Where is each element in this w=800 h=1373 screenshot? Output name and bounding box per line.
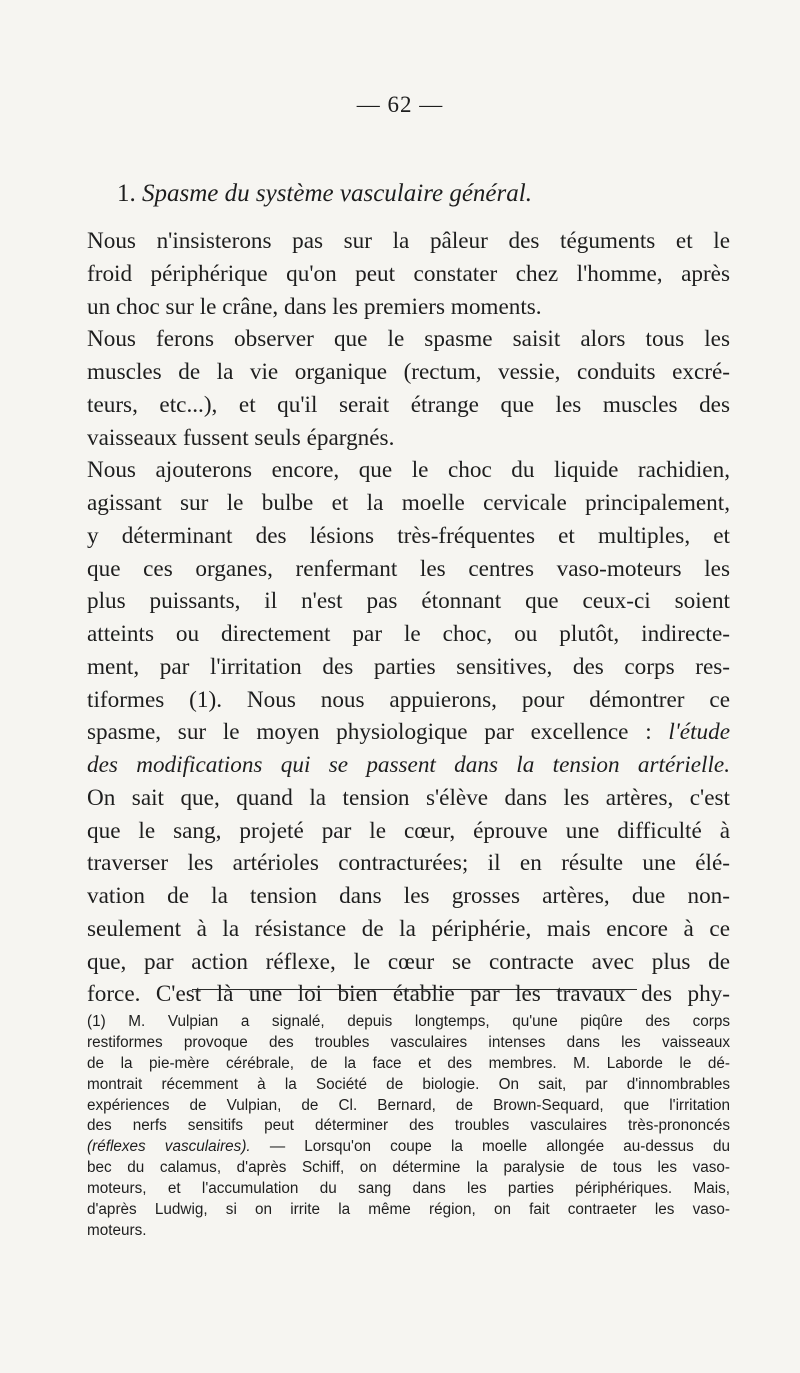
footnote [87, 1012, 730, 1242]
body-line: Nous ajouterons encore, que le choc du liquide rachidien, [87, 457, 730, 484]
footnote-line: des nerfs sensitifs peut déterminer des troubles vasculaires très-prononcés [87, 1117, 730, 1135]
body-line: muscles de la vie organique (rectum, vessie, conduits excré- [87, 359, 730, 385]
body-line: un choc sur le crâne, dans les premiers moments. [87, 293, 542, 320]
body-line: Nous n'insisterons pas sur la pâleur des téguments et le [87, 228, 730, 254]
section-title: Spasme du système vasculaire général. [142, 180, 532, 207]
body-line: seulement à la résistance de la périphérie, mais encore à ce [87, 915, 730, 942]
body-line: vaisseaux fussent seuls épargnés. [87, 424, 395, 451]
footnote-line: (1) M. Vulpian a signalé, depuis longtemps, qu'une piqûre des corps [87, 1013, 730, 1030]
body-line: y déterminant des lésions très-fréquentes et multiples, et [87, 522, 730, 549]
footnote-line: montrait récemment à la Société de biologie. On sait, par d'innombrables [87, 1075, 730, 1093]
section-number: 1. [117, 180, 136, 207]
body-line: agissant sur le bulbe et la moelle cervicale principalement, [87, 490, 730, 516]
footnote-divider [192, 989, 637, 990]
page-number: — 62 — [356, 92, 444, 117]
body-line: tiformes (1). Nous nous appuierons, pour démontrer ce [87, 686, 730, 713]
footnote-line: expériences de Vulpian, de Cl. Bernard, de Brown-Sequard, que l'irritation [87, 1096, 730, 1114]
body-line: atteints ou directement par le choc, ou plutôt, indirecte- [87, 621, 730, 647]
footnote-line: moteurs, et l'accumulation du sang dans les parties périphériques. Mais, [87, 1180, 730, 1198]
body-line: que ces organes, renfermant les centres vaso-moteurs les [87, 555, 730, 582]
body-line: vation de la tension dans les grosses artères, due non- [87, 883, 730, 909]
body-line: que le sang, projeté par le cœur, éprouve une difficulté à [87, 817, 730, 844]
footnote-line: restiformes provoque des troubles vasculaires intenses dans les vaisseaux [87, 1033, 730, 1051]
body-line: ment, par l'irritation des parties sensitives, des corps res- [87, 653, 730, 680]
footnote-line: bec du calamus, d'après Schiff, on détermine la paralysie de tous les vaso- [87, 1159, 730, 1177]
body-line: froid périphérique qu'on peut constater chez l'homme, après [87, 260, 730, 287]
footnote-line-part: — Lorsqu'on coupe la moelle allongée au-dessus du [250, 1138, 730, 1156]
footnote-line: moteurs. [87, 1221, 147, 1239]
body-line: plus puissants, il n'est pas étonnant que ceux-ci soient [87, 588, 730, 615]
body-line [87, 716, 730, 749]
body-line-part: spasme, sur le moyen physiologique par excellence : [87, 719, 652, 746]
section-heading [117, 180, 532, 208]
footnote-line-italic: (réflexes vasculaires). [87, 1138, 251, 1156]
body-line: teurs, etc...), et qu'il serait étrange que les muscles des [87, 391, 730, 418]
body-line: Nous ferons observer que le spasme saisit alors tous les [87, 326, 730, 353]
body-line-italic: l'étude [668, 719, 730, 746]
body-line: On sait que, quand la tension s'élève dans les artères, c'est [87, 784, 730, 811]
body-line: force. C'est là une loi bien établie par les travaux des phy- [87, 981, 730, 1008]
body-text [87, 225, 730, 1011]
footnote-line [87, 1137, 730, 1158]
footnote-line: de la pie-mère cérébrale, de la face et des membres. M. Laborde le dé- [87, 1054, 730, 1072]
body-line: que, par action réflexe, le cœur se contracte avec plus de [87, 948, 730, 975]
footnote-line: d'après Ludwig, si on irrite la même région, on fait contraeter les vaso- [87, 1201, 730, 1219]
body-line: des modifications qui se passent dans la tension artérielle. [87, 752, 730, 778]
body-line: traverser les artérioles contracturées; il en résulte une élé- [87, 850, 730, 877]
